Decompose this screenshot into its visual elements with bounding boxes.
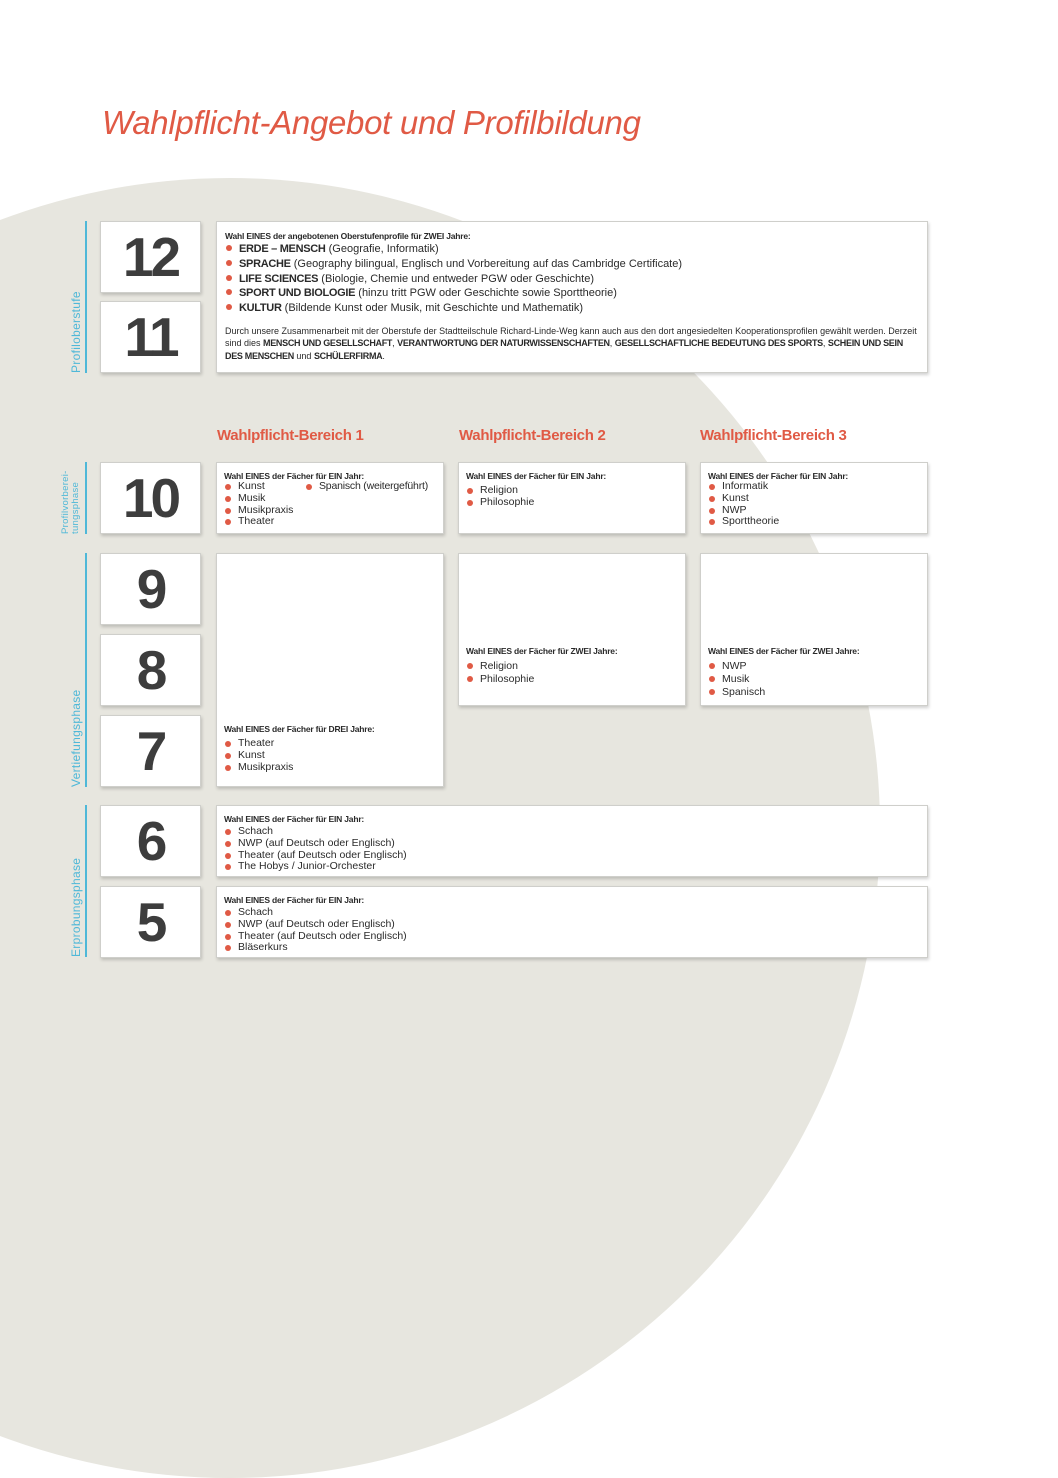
grade-8: 8 <box>100 634 201 706</box>
profile-detail: (Bildende Kunst oder Musik, mit Geschichte und Mathematik) <box>281 302 584 315</box>
grade10-area2-box <box>458 462 686 534</box>
grade5-box <box>216 886 928 958</box>
grade-6: 6 <box>100 805 201 877</box>
area-heading-2: Wahlpflicht-Bereich 2 <box>459 427 606 444</box>
cooperation-note <box>225 325 919 362</box>
list-item: Sporttheorie <box>708 516 920 528</box>
phase-label-profilvorbereitung <box>61 470 81 534</box>
grade5-heading: Wahl EINES der Fächer für EIN Jahr: <box>224 895 365 905</box>
profile-detail: (Biologie, Chemie und entweder PGW oder Geschichte) <box>318 272 594 285</box>
grade5-list <box>224 907 920 954</box>
grade10-area3-heading: Wahl EINES der Fächer für EIN Jahr: <box>708 471 849 481</box>
list-item: Philosophie <box>466 497 678 509</box>
list-item: Theater <box>224 738 436 750</box>
phase-line-profilvorbereitung <box>85 462 87 534</box>
list-item: Schach <box>224 826 920 838</box>
grade10-area3-list <box>708 481 920 528</box>
list-item: NWP (auf Deutsch oder Englisch) <box>224 838 920 850</box>
phase-label-profilvorbereitung-line2: tungsphase <box>70 481 81 534</box>
grade10-area1-lists <box>224 481 436 528</box>
grade-11: 11 <box>100 301 201 373</box>
grade10-area2-heading: Wahl EINES der Fächer für EIN Jahr: <box>466 471 607 481</box>
grade10-area1-box <box>216 462 444 534</box>
list-item: NWP <box>708 660 920 673</box>
profile-item <box>225 301 919 316</box>
list-item: Musik <box>708 673 920 686</box>
area-heading-1: Wahlpflicht-Bereich 1 <box>217 427 364 444</box>
list-item: Kunst <box>708 493 920 505</box>
grade-10: 10 <box>100 462 201 534</box>
list-item: Musik <box>224 493 305 505</box>
profile-item <box>225 272 919 287</box>
list-item: Spanisch <box>708 686 920 699</box>
grade10-area1-heading: Wahl EINES der Fächer für EIN Jahr: <box>224 471 365 481</box>
grade-12: 12 <box>100 221 201 293</box>
grade-9: 9 <box>100 553 201 625</box>
list-item: Musikpraxis <box>224 762 436 774</box>
phase-line-profiloberstufe <box>85 221 87 373</box>
note-profile: SCHEIN UND SEIN DES MENSCHEN <box>225 338 903 361</box>
grades8-9-area3-box <box>700 553 928 706</box>
grades8-9-area3-content <box>708 646 920 699</box>
grade10-area3-box <box>700 462 928 534</box>
list-item: Religion <box>466 485 678 497</box>
profile-list <box>225 242 919 316</box>
list-item: Kunst <box>224 750 436 762</box>
profile-item <box>225 286 919 301</box>
note-end: . <box>382 350 385 361</box>
grades7-9-area1-box <box>216 553 444 787</box>
profile-detail: (Geografie, Informatik) <box>325 243 439 255</box>
note-sep: , <box>392 338 398 349</box>
list-item: Theater (auf Deutsch oder Englisch) <box>224 850 920 862</box>
grade10-area2-list <box>466 485 678 509</box>
profile-detail: (Geography bilingual, Englisch und Vorbereitung auf das Cambridge Certificate) <box>290 257 683 270</box>
grade10-area1-list-col2 <box>305 481 428 528</box>
note-sep: , <box>609 338 615 349</box>
phase-label-vertiefung: Vertiefungsphase <box>69 689 83 787</box>
grades8-9-area3-heading: Wahl EINES der Fächer für ZWEI Jahre: <box>708 646 860 656</box>
phase-line-vertiefung <box>85 553 87 787</box>
profile-name: ERDE – MENSCH <box>239 243 326 255</box>
list-item: Philosophie <box>466 673 678 686</box>
list-item: Bläserkurs <box>224 942 920 954</box>
grades8-9-area3-list <box>708 660 920 699</box>
list-item: Theater <box>224 516 305 528</box>
list-item: Informatik <box>708 481 920 493</box>
profile-detail: (hinzu tritt PGW oder Geschichte sowie Sporttheorie) <box>355 287 617 300</box>
grades8-9-area2-heading: Wahl EINES der Fächer für ZWEI Jahre: <box>466 646 618 656</box>
area-heading-3: Wahlpflicht-Bereich 3 <box>700 427 847 444</box>
note-profile: GESELLSCHAFTLICHE BEDEUTUNG DES SPORTS <box>614 338 823 349</box>
phase-label-erprobung: Erprobungsphase <box>69 857 83 957</box>
grades7-9-area1-heading: Wahl EINES der Fächer für DREI Jahre: <box>224 724 375 734</box>
phase-line-erprobung <box>85 805 87 957</box>
profile-item <box>225 242 919 257</box>
note-sep: und <box>293 350 314 361</box>
note-profile: SCHÜLERFIRMA <box>313 350 383 361</box>
list-item: Musikpraxis <box>224 505 305 517</box>
grades8-9-area2-box <box>458 553 686 706</box>
grade6-list <box>224 826 920 873</box>
list-item: NWP (auf Deutsch oder Englisch) <box>224 919 920 931</box>
note-profile: MENSCH UND GESELLSCHAFT <box>263 338 393 349</box>
phase-label-profilvorbereitung-line1: Profilvorberei- <box>60 470 71 534</box>
grades7-9-area1-content <box>224 724 436 773</box>
profile-name: LIFE SCIENCES <box>239 272 319 285</box>
note-profile: VERANTWORTUNG DER NATURWISSENSCHAFTEN <box>397 338 610 349</box>
list-item: NWP <box>708 505 920 517</box>
list-item: Schach <box>224 907 920 919</box>
list-item: The Hobys / Junior-Orchester <box>224 861 920 873</box>
profile-name: KULTUR <box>239 302 282 315</box>
oberstufe-heading: Wahl EINES der angebotenen Oberstufenprofile für ZWEI Jahre: <box>225 231 471 241</box>
grade6-heading: Wahl EINES der Fächer für EIN Jahr: <box>224 814 365 824</box>
grades7-9-area1-list <box>224 738 436 773</box>
phase-label-profiloberstufe: Profiloberstufe <box>69 291 83 373</box>
grade10-area1-list-col1 <box>224 481 305 528</box>
note-text: Durch unsere Zusammenarbeit mit der Oberstufe der Stadtteilschule Richard-Linde-Weg kann auch aus den dort angesiedelten Kooperationsprofilen gewählt werden. Derzeit sind dies <box>225 325 917 349</box>
page-title: Wahlpflicht-Angebot und Profilbildung <box>102 104 641 141</box>
grade-7: 7 <box>100 715 201 787</box>
list-item: Theater (auf Deutsch oder Englisch) <box>224 931 920 943</box>
grade-5: 5 <box>100 886 201 958</box>
list-item: Kunst <box>224 481 305 493</box>
profile-name: SPRACHE <box>239 257 291 270</box>
list-item: Spanisch (weitergeführt) <box>305 481 428 493</box>
oberstufe-box <box>216 221 928 373</box>
list-item: Religion <box>466 660 678 673</box>
grades8-9-area2-content <box>466 646 678 686</box>
profile-item <box>225 257 919 272</box>
profile-name: SPORT UND BIOLOGIE <box>239 287 356 300</box>
note-sep: , <box>822 338 828 349</box>
grade6-box <box>216 805 928 877</box>
grades8-9-area2-list <box>466 660 678 686</box>
